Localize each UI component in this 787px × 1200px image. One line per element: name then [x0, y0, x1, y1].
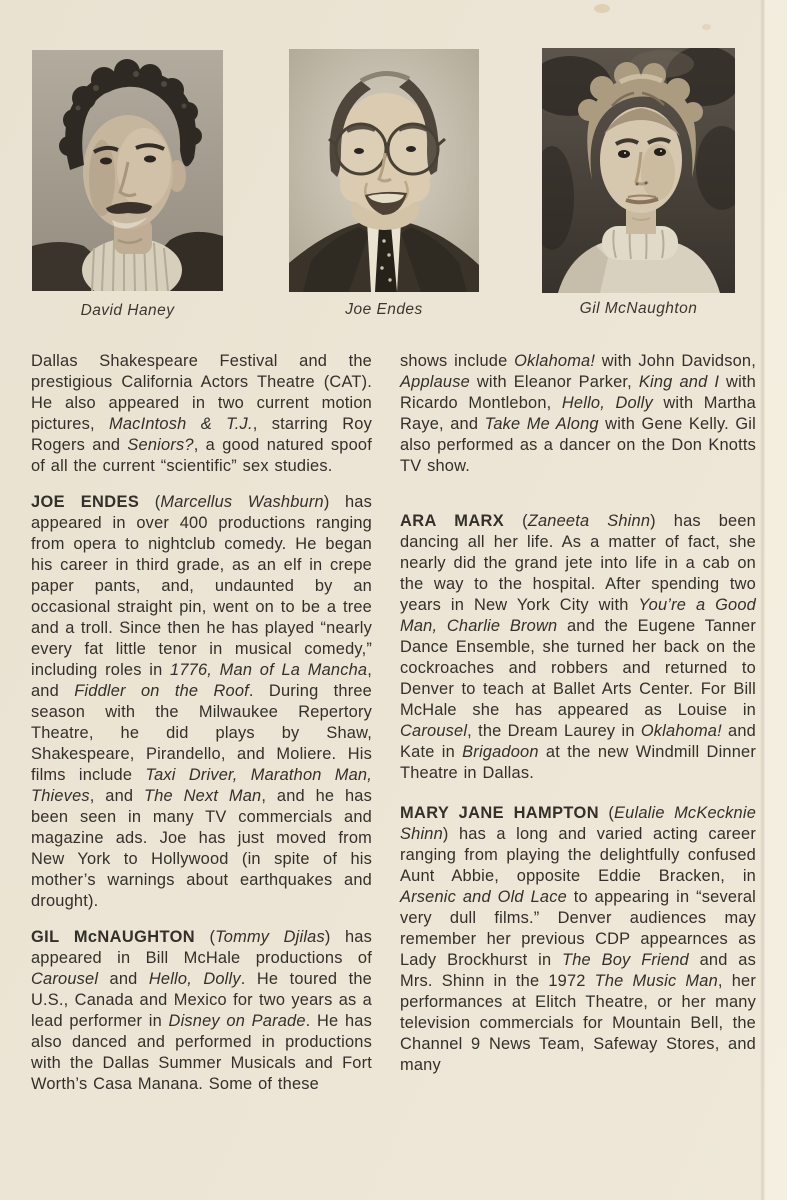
photo-caption: Gil McNaughton [579, 300, 698, 317]
photo-caption: David Haney [80, 302, 175, 319]
bio-paragraph-gil-continued: shows include Oklahoma! with John Davidson, Applause with Eleanor Parker, King and I with Ricardo Montlebon, Hello, Dolly with Martha Raye, and Take Me Along with Gene Kelly. Gil also performed as a dancer on the Don Knotts TV show. [400, 352, 756, 475]
headshot-gil-mcnaughton [542, 48, 735, 317]
bio-column-left [31, 351, 372, 1110]
bio-paragraph-joe-endes: JOE ENDES (Marcellus Washburn) has appeared in over 400 productions ranging from opera to nightclub comedy. He began his career in third grade, as an elf in crepe paper pants, and, undaunted by an occasional straight pin, went on to be a tree and a troll. Since then he has played “nearly every fat little tenor in musical comedy,” including roles in 1776, Man of La Mancha, and Fiddler on the Roof. During three season with the Milwaukee Repertory Theatre, he did plays by Shaw, Shakespeare, Pirandello, and Moliere. His films include Taxi Driver, Marathon Man, Thieves, and The Next Man, and he has been seen in many TV commercials and magazine ads. Joe has just moved from New York to Hollywood (in spite of his mother’s warnings about earthquakes and drought). [31, 493, 373, 910]
bio-column-right [400, 351, 756, 1095]
page-edge [765, 0, 787, 1200]
headshot-joe-endes [289, 49, 479, 318]
bio-paragraph-continued: Dallas Shakespeare Festival and the prestigious California Actors Theatre (CAT). He also appeared in two current motion pictures, MacIntosh & T.J., starring Roy Rogers and Seniors?, a good natured spoof of all the current “scientific” sex studies. [31, 352, 372, 475]
portrait-photo-david-haney [32, 50, 223, 291]
bio-paragraph-mary-jane-hampton: MARY JANE HAMPTON (Eulalie McKecknie Shinn) has a long and varied acting career ranging from playing the delightfully confused Aunt Abbie, opposite Eddie Bracken, in Arsenic and Old Lace to appearing in “several very dull films.” Denver audiences may remember her previous CDP appearnces as Lady Brockhurst in The Boy Friend and as Mrs. Shinn in the 1972 The Music Man, her performances at Elitch Theatre, or her many television commercials for Mountain Bell, the Channel 9 News Team, Safeway Stores, and many [400, 804, 757, 1074]
portrait-photo-gil-mcnaughton [542, 48, 735, 293]
bio-paragraph-gil-mcnaughton: GIL McNAUGHTON (Tommy Djilas) has appeared in Bill McHale productions of Carousel and Hello, Dolly. He toured the U.S., Canada and Mexico for two years as a lead performer in Disney on Parade. He has also danced and performed in productions with the Dallas Summer Musicals and Fort Worth’s Casa Manana. Some of these [31, 928, 372, 1093]
paper-stain [702, 24, 711, 30]
portrait-photo-joe-endes [289, 49, 479, 292]
headshot-david-haney [32, 50, 223, 319]
photo-caption: Joe Endes [345, 301, 423, 318]
paper-stain [594, 4, 610, 13]
bio-paragraph-ara-marx: ARA MARX (Zaneeta Shinn) has been dancing all her life. As a matter of fact, she nearly did the grand jete into life in a cab on the way to the hospital. After spending two years in New York City with You’re a Good Man, Charlie Brown and the Eugene Tanner Dance Ensemble, she turned her back on the cockroaches and robbers and returned to Denver to teach at Ballet Arts Center. For Bill McHale she has appeared as Louise in Carousel, the Dream Laurey in Oklahoma! and Kate in Brigadoon at the new Windmill Dinner Theatre in Dallas. [400, 512, 757, 782]
